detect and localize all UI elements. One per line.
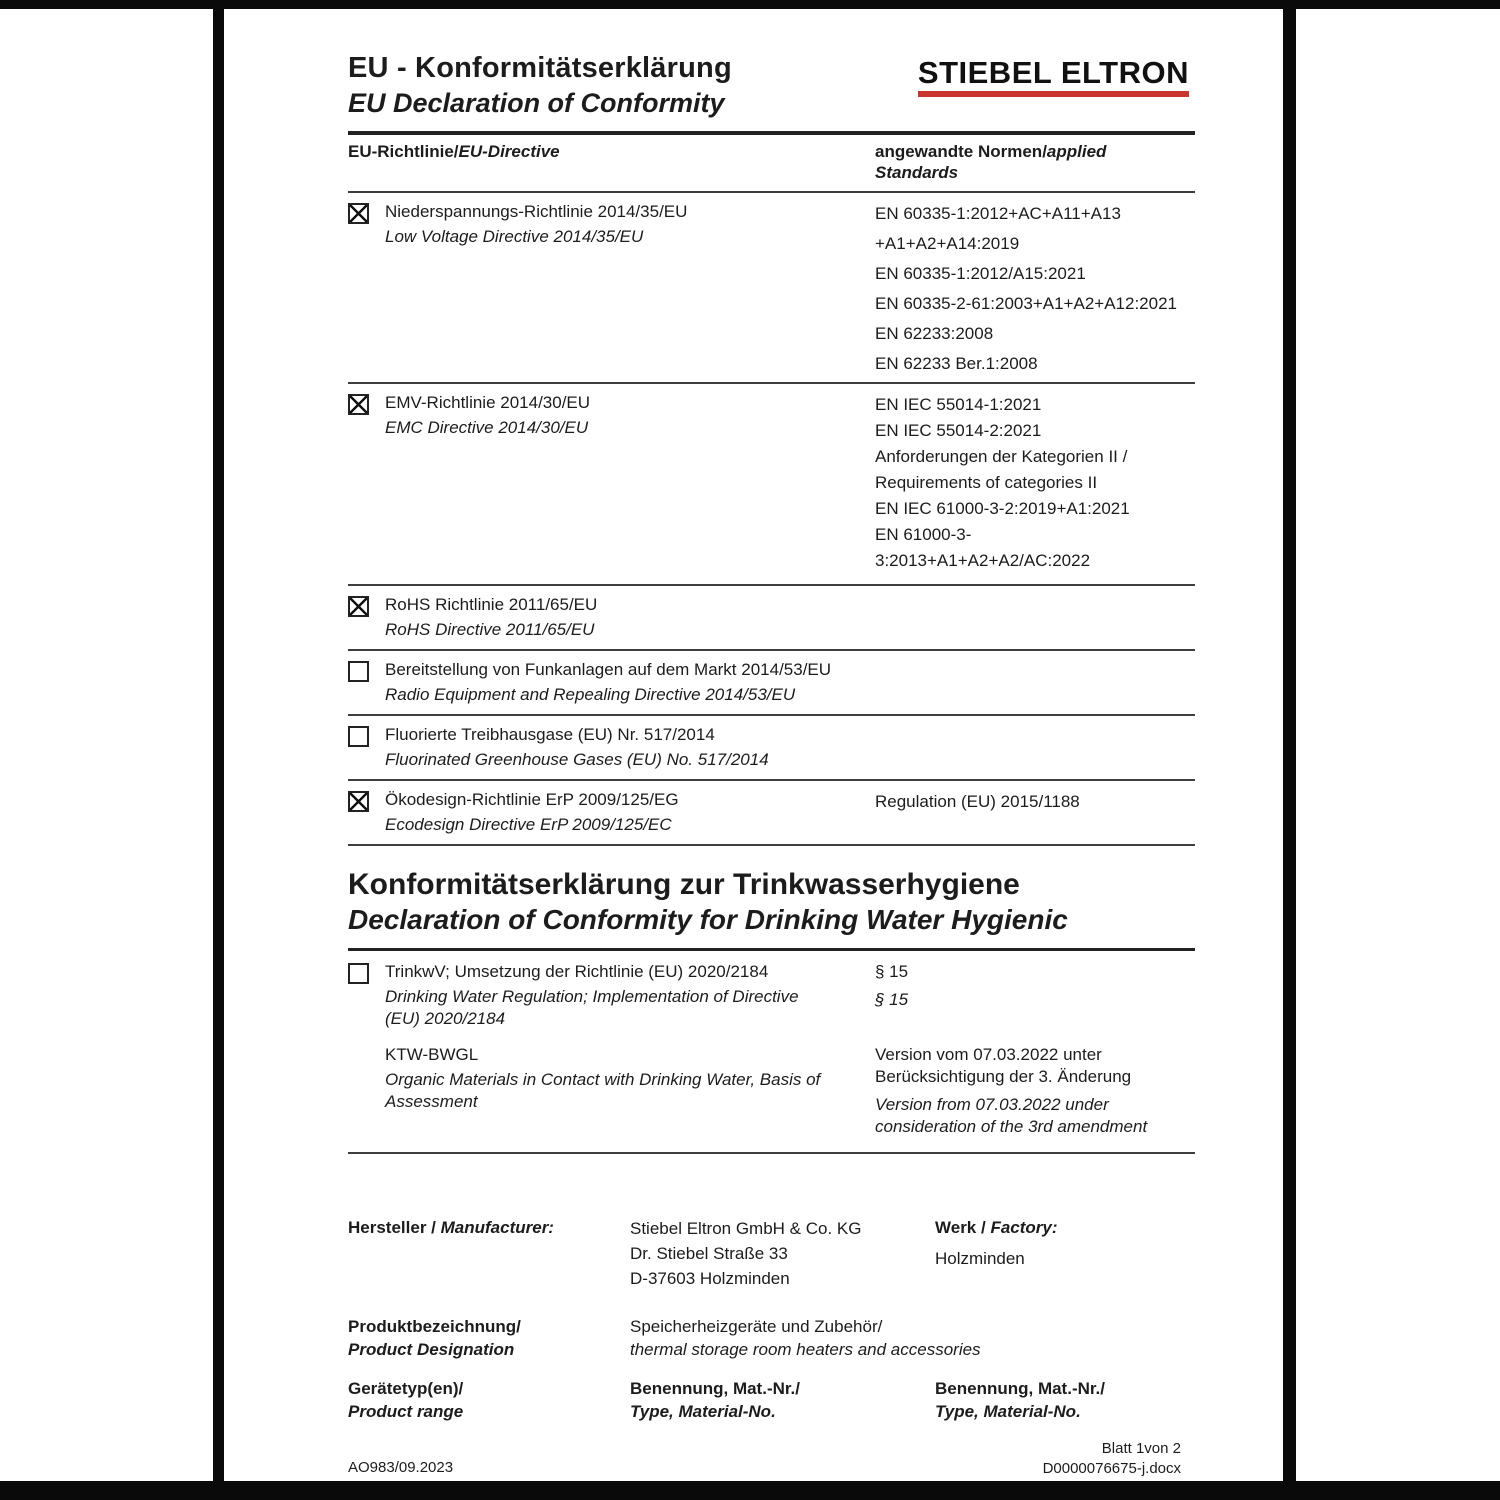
type-material-label-1	[630, 1377, 935, 1423]
stiebel-eltron-logo-text: STIEBEL ELTRON	[917, 55, 1189, 90]
column-header-standards-de: angewandte Normen/	[875, 142, 1047, 161]
column-header-directive-en: EU-Directive	[458, 142, 560, 161]
file-name: D0000076675-j.docx	[1042, 1460, 1181, 1477]
directive-cell	[348, 392, 875, 576]
standard-line: 3:2013+A1+A2+A2/AC:2022	[875, 551, 1091, 570]
logo-red-bar	[918, 91, 1189, 97]
type-material-label-1-de: Benennung, Mat.-Nr./	[630, 1379, 800, 1398]
factory-label-de: Werk /	[935, 1218, 986, 1237]
standard-line: EN IEC 55014-1:2021	[875, 395, 1042, 414]
directive-cell	[348, 961, 875, 1030]
manufacturer-label	[348, 1216, 630, 1291]
trinkwv-reference	[875, 961, 1195, 1030]
standards-cell	[875, 659, 1195, 706]
page-title-de: EU - Konformitätserklärung	[348, 52, 732, 84]
directive-cell	[348, 201, 875, 374]
document-header	[348, 51, 1195, 119]
directive-label-de: Fluorierte Treibhausgase (EU) Nr. 517/2014	[385, 725, 715, 744]
sheet-number: Blatt 1von 2	[1101, 1440, 1181, 1457]
ktw-label-de: KTW-BWGL	[385, 1045, 479, 1064]
product-range-label-en: Product range	[348, 1402, 464, 1421]
drinking-water-heading-en: Declaration of Conformity for Drinking Water Hygienic	[348, 904, 1068, 935]
directive-label-de: Ökodesign-Richtlinie ErP 2009/125/EG	[385, 790, 679, 809]
directive-label-en: Radio Equipment and Repealing Directive 2014/53/EU	[385, 685, 796, 704]
checkbox-trinkwv	[348, 963, 369, 984]
title-block	[348, 51, 732, 119]
directives-table-header	[348, 135, 1195, 193]
standards-cell	[875, 724, 1195, 771]
directive-labels	[385, 789, 865, 836]
product-designation-row	[348, 1315, 1195, 1361]
ktw-version-info	[875, 1044, 1195, 1138]
product-range-row	[348, 1377, 1195, 1423]
footer-right-block	[1043, 1439, 1195, 1479]
directive-label-de: EMV-Richtlinie 2014/30/EU	[385, 393, 591, 412]
manufacturer-city: D-37603 Holzminden	[630, 1269, 790, 1288]
scan-border-top	[0, 0, 1500, 9]
standard-line: +A1+A2+A14:2019	[875, 234, 1020, 253]
product-designation-label	[348, 1315, 630, 1361]
ktw-version-en: Version from 07.03.2022 under consideration of the 3rd amendment	[875, 1095, 1148, 1136]
product-designation-value	[630, 1315, 1195, 1361]
checkbox-radio-equipment	[348, 661, 369, 682]
checkbox-ecodesign	[348, 791, 369, 812]
manufacturer-name: Stiebel Eltron GmbH & Co. KG	[630, 1219, 862, 1238]
type-material-label-2	[935, 1377, 1195, 1423]
product-range-label-de: Gerätetyp(en)/	[348, 1379, 464, 1398]
directive-cell	[348, 1044, 875, 1138]
standards-cell	[875, 201, 1195, 374]
directive-cell	[348, 594, 875, 641]
trinkwv-paragraph-en: § 15	[875, 990, 909, 1009]
standard-line: EN 62233 Ber.1:2008	[875, 354, 1038, 373]
product-range-label	[348, 1377, 630, 1423]
factory-block	[935, 1216, 1195, 1291]
product-designation-value-en: thermal storage room heaters and accessories	[630, 1340, 981, 1359]
directive-labels	[385, 961, 865, 1030]
standards-cell	[875, 789, 1195, 836]
directive-label-en: Ecodesign Directive ErP 2009/125/EC	[385, 815, 672, 834]
product-designation-label-en: Product Designation	[348, 1340, 515, 1359]
trinkwv-paragraph-de: § 15	[875, 962, 909, 981]
manufacturer-label-de: Hersteller /	[348, 1218, 436, 1237]
page-footer	[348, 1439, 1195, 1479]
product-designation-value-de: Speicherheizgeräte und Zubehör/	[630, 1317, 883, 1336]
trinkwv-label-en: Drinking Water Regulation; Implementation of Directive (EU) 2020/2184	[385, 987, 799, 1028]
scan-border-left	[213, 0, 224, 1500]
type-material-label-1-en: Type, Material-No.	[630, 1402, 776, 1421]
standard-line: Regulation (EU) 2015/1188	[875, 792, 1080, 811]
drinking-water-row-trinkwv	[348, 951, 1195, 1040]
checkbox-low-voltage	[348, 203, 369, 224]
ktw-label-en: Organic Materials in Contact with Drinking Water, Basis of Assessment	[385, 1070, 821, 1111]
directive-label-en: Fluorinated Greenhouse Gases (EU) No. 517/2014	[385, 750, 769, 769]
standard-line: EN 61000-3-	[875, 525, 972, 544]
type-material-label-2-de: Benennung, Mat.-Nr./	[935, 1379, 1105, 1398]
standards-cell	[875, 392, 1195, 576]
factory-value: Holzminden	[935, 1249, 1025, 1268]
directive-labels	[385, 724, 865, 771]
directive-label-en: EMC Directive 2014/30/EU	[385, 418, 589, 437]
checkbox-rohs	[348, 596, 369, 617]
scan-border-right	[1283, 0, 1296, 1500]
ktw-version-de: Version vom 07.03.2022 unter Berücksichtigung der 3. Änderung	[875, 1045, 1132, 1086]
directive-row-emc	[348, 384, 1195, 586]
factory-label	[935, 1216, 1195, 1239]
directive-labels	[385, 201, 865, 374]
directive-labels	[385, 659, 865, 706]
checkbox-spacer	[348, 1044, 369, 1138]
directive-label-de: Bereitstellung von Funkanlagen auf dem Markt 2014/53/EU	[385, 660, 832, 679]
page-title-en: EU Declaration of Conformity	[348, 88, 725, 118]
scan-border-bottom	[0, 1481, 1500, 1500]
standard-line: EN 60335-1:2012/A15:2021	[875, 264, 1086, 283]
factory-label-en: Factory:	[990, 1218, 1058, 1237]
directive-labels	[385, 594, 865, 641]
directive-row-radio-equipment	[348, 651, 1195, 716]
standard-line: EN IEC 61000-3-2:2019+A1:2021	[875, 499, 1130, 518]
directive-labels	[385, 392, 865, 576]
document-page	[224, 9, 1283, 1481]
stiebel-eltron-logo	[918, 55, 1189, 99]
manufacturer-label-en: Manufacturer:	[440, 1218, 554, 1237]
directive-labels	[385, 1044, 865, 1138]
column-header-directive-de: EU-Richtlinie/	[348, 142, 459, 161]
manufacturer-street: Dr. Stiebel Straße 33	[630, 1244, 788, 1263]
column-header-directive	[348, 141, 875, 183]
directive-row-fluorinated-gases	[348, 716, 1195, 781]
standard-line: Anforderungen der Kategorien II /	[875, 447, 1128, 466]
manufacturer-address	[630, 1216, 935, 1291]
directive-label-de: Niederspannungs-Richtlinie 2014/35/EU	[385, 202, 688, 221]
drinking-water-heading	[348, 868, 1195, 936]
page-content	[348, 51, 1195, 1479]
standard-line: EN 60335-1:2012+AC+A11+A13	[875, 204, 1121, 223]
trinkwv-label-de: TrinkwV; Umsetzung der Richtlinie (EU) 2020/2184	[385, 962, 769, 981]
column-header-standards-en: applied Standards	[875, 142, 1107, 182]
directive-row-rohs	[348, 586, 1195, 651]
standard-line: EN 60335-2-61:2003+A1+A2+A12:2021	[875, 294, 1177, 313]
product-designation-label-de: Produktbezeichnung/	[348, 1317, 521, 1336]
form-code: AO983/09.2023	[348, 1459, 454, 1476]
directive-cell	[348, 724, 875, 771]
type-material-label-2-en: Type, Material-No.	[935, 1402, 1081, 1421]
drinking-water-row-ktw-bwgl	[348, 1040, 1195, 1154]
directive-label-en: Low Voltage Directive 2014/35/EU	[385, 227, 644, 246]
checkbox-fluorinated-gases	[348, 726, 369, 747]
standard-line: Requirements of categories II	[875, 473, 1098, 492]
standard-line: EN 62233:2008	[875, 324, 994, 343]
drinking-water-heading-de: Konformitätserklärung zur Trinkwasserhygiene	[348, 868, 1020, 901]
manufacturer-info-section	[348, 1216, 1195, 1423]
directive-label-en: RoHS Directive 2011/65/EU	[385, 620, 595, 639]
checkbox-emc	[348, 394, 369, 415]
standards-cell	[875, 594, 1195, 641]
directive-row-ecodesign	[348, 781, 1195, 846]
column-header-standards	[875, 141, 1115, 183]
standard-line: EN IEC 55014-2:2021	[875, 421, 1042, 440]
directive-cell	[348, 659, 875, 706]
directive-label-de: RoHS Richtlinie 2011/65/EU	[385, 595, 598, 614]
directive-cell	[348, 789, 875, 836]
manufacturer-row	[348, 1216, 1195, 1291]
directive-row-low-voltage	[348, 193, 1195, 384]
